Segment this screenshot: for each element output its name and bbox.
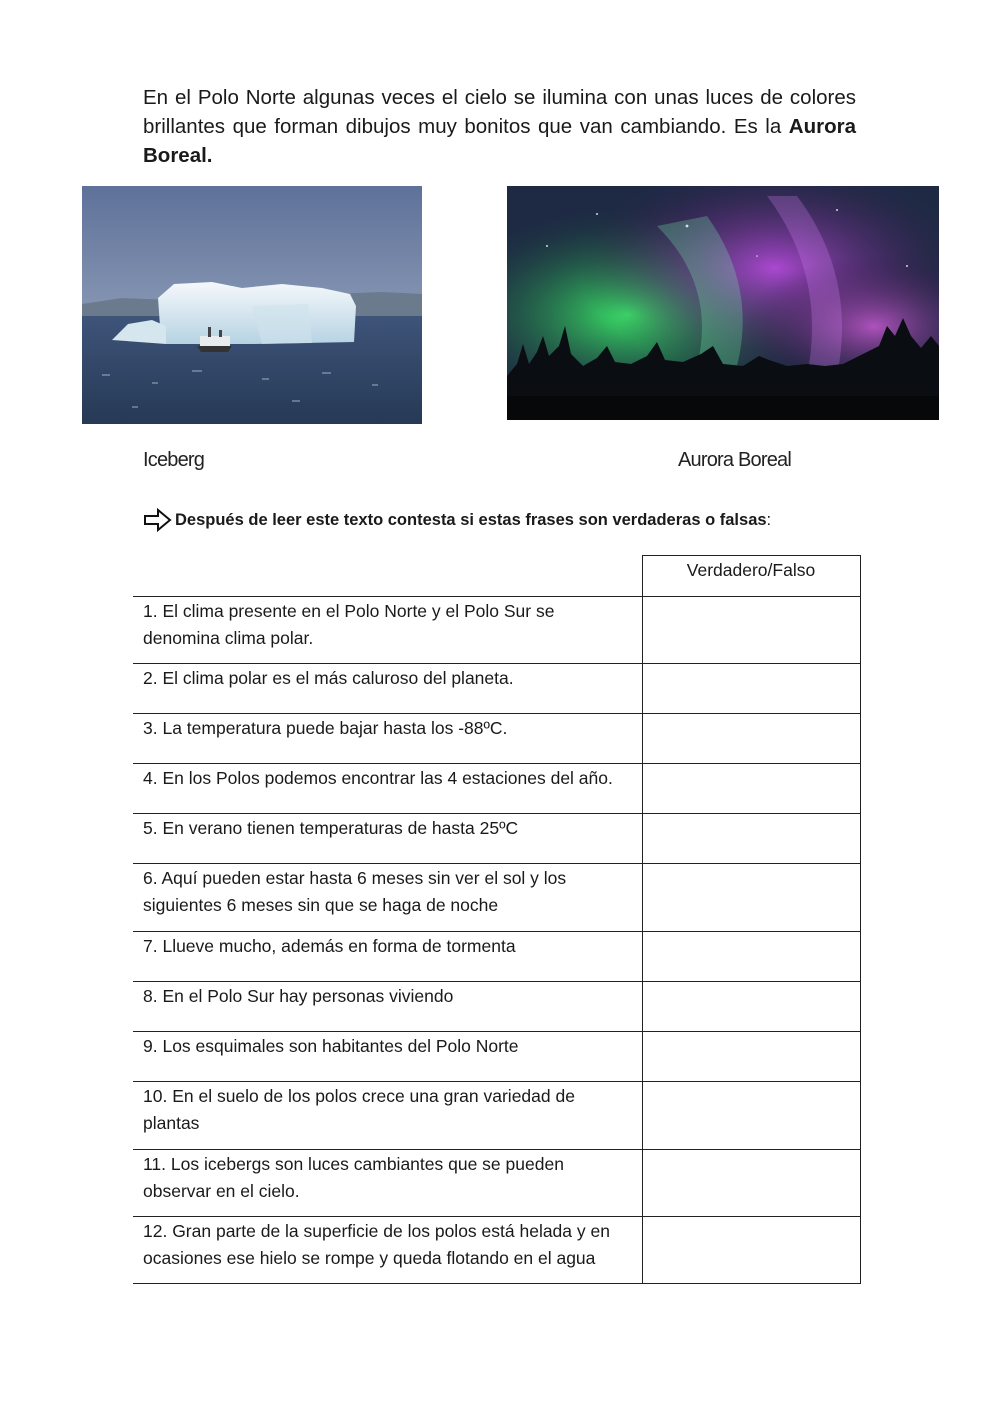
statement-cell: 8. En el Polo Sur hay personas viviendo: [133, 982, 642, 1032]
instruction-colon: :: [766, 510, 772, 529]
statement-cell: 1. El clima presente en el Polo Norte y el Polo Sur se denomina clima polar.: [133, 597, 642, 664]
intro-text: En el Polo Norte algunas veces el cielo se ilumina con unas luces de colores brillantes que forman dibujos muy bonitos que van cambiando. Es la: [143, 86, 856, 138]
iceberg-caption: Iceberg: [143, 449, 205, 471]
answer-cell[interactable]: [642, 814, 860, 864]
instruction: [143, 507, 771, 533]
table-row: [133, 982, 860, 1032]
statement-cell: 11. Los icebergs son luces cambiantes que se pueden observar en el cielo.: [133, 1150, 642, 1217]
aurora-photo: [507, 186, 939, 420]
statement-cell: 10. En el suelo de los polos crece una gran variedad de plantas: [133, 1082, 642, 1150]
answer-cell[interactable]: [642, 597, 860, 664]
aurora-caption: Aurora Boreal: [678, 449, 791, 471]
table-row: [133, 664, 860, 714]
header-verdadero-falso: Verdadero/Falso: [642, 556, 860, 597]
intro-paragraph: [143, 83, 856, 170]
table-header-row: [133, 556, 860, 597]
instruction-text: Después de leer este texto contesta si estas frases son verdaderas o falsas: [175, 510, 767, 529]
table-row: [133, 814, 860, 864]
table-row: [133, 597, 860, 664]
answer-cell[interactable]: [642, 982, 860, 1032]
answer-cell[interactable]: [642, 932, 860, 982]
statement-cell: 7. Llueve mucho, además en forma de tormenta: [133, 932, 642, 982]
answer-cell[interactable]: [642, 764, 860, 814]
table-row: [133, 1217, 860, 1284]
table-row: [133, 714, 860, 764]
answer-cell[interactable]: [642, 664, 860, 714]
statement-cell: 2. El clima polar es el más caluroso del planeta.: [133, 664, 642, 714]
statement-cell: 6. Aquí pueden estar hasta 6 meses sin ver el sol y los siguientes 6 meses sin que se haga de noche: [133, 864, 642, 932]
iceberg-photo: [82, 186, 422, 424]
header-blank-cell: [133, 556, 642, 597]
table-row: [133, 1150, 860, 1217]
statement-cell: 12. Gran parte de la superficie de los polos está helada y en ocasiones ese hielo se rompe y queda flotando en el agua: [133, 1217, 642, 1284]
statement-cell: 5. En verano tienen temperaturas de hasta 25ºC: [133, 814, 642, 864]
answer-cell[interactable]: [642, 1217, 860, 1284]
table-row: [133, 932, 860, 982]
statement-cell: 4. En los Polos podemos encontrar las 4 estaciones del año.: [133, 764, 642, 814]
statement-cell: 3. La temperatura puede bajar hasta los -88ºC.: [133, 714, 642, 764]
true-false-table: [133, 555, 861, 1284]
answer-cell[interactable]: [642, 714, 860, 764]
answer-cell[interactable]: [642, 864, 860, 932]
answer-cell[interactable]: [642, 1150, 860, 1217]
answer-cell[interactable]: [642, 1032, 860, 1082]
answer-cell[interactable]: [642, 1082, 860, 1150]
statement-cell: 9. Los esquimales son habitantes del Polo Norte: [133, 1032, 642, 1082]
table-row: [133, 1082, 860, 1150]
arrow-right-icon: [143, 507, 173, 533]
intro-bold-term: Aurora Boreal.: [143, 115, 856, 167]
table-row: [133, 864, 860, 932]
table-row: [133, 764, 860, 814]
table-row: [133, 1032, 860, 1082]
